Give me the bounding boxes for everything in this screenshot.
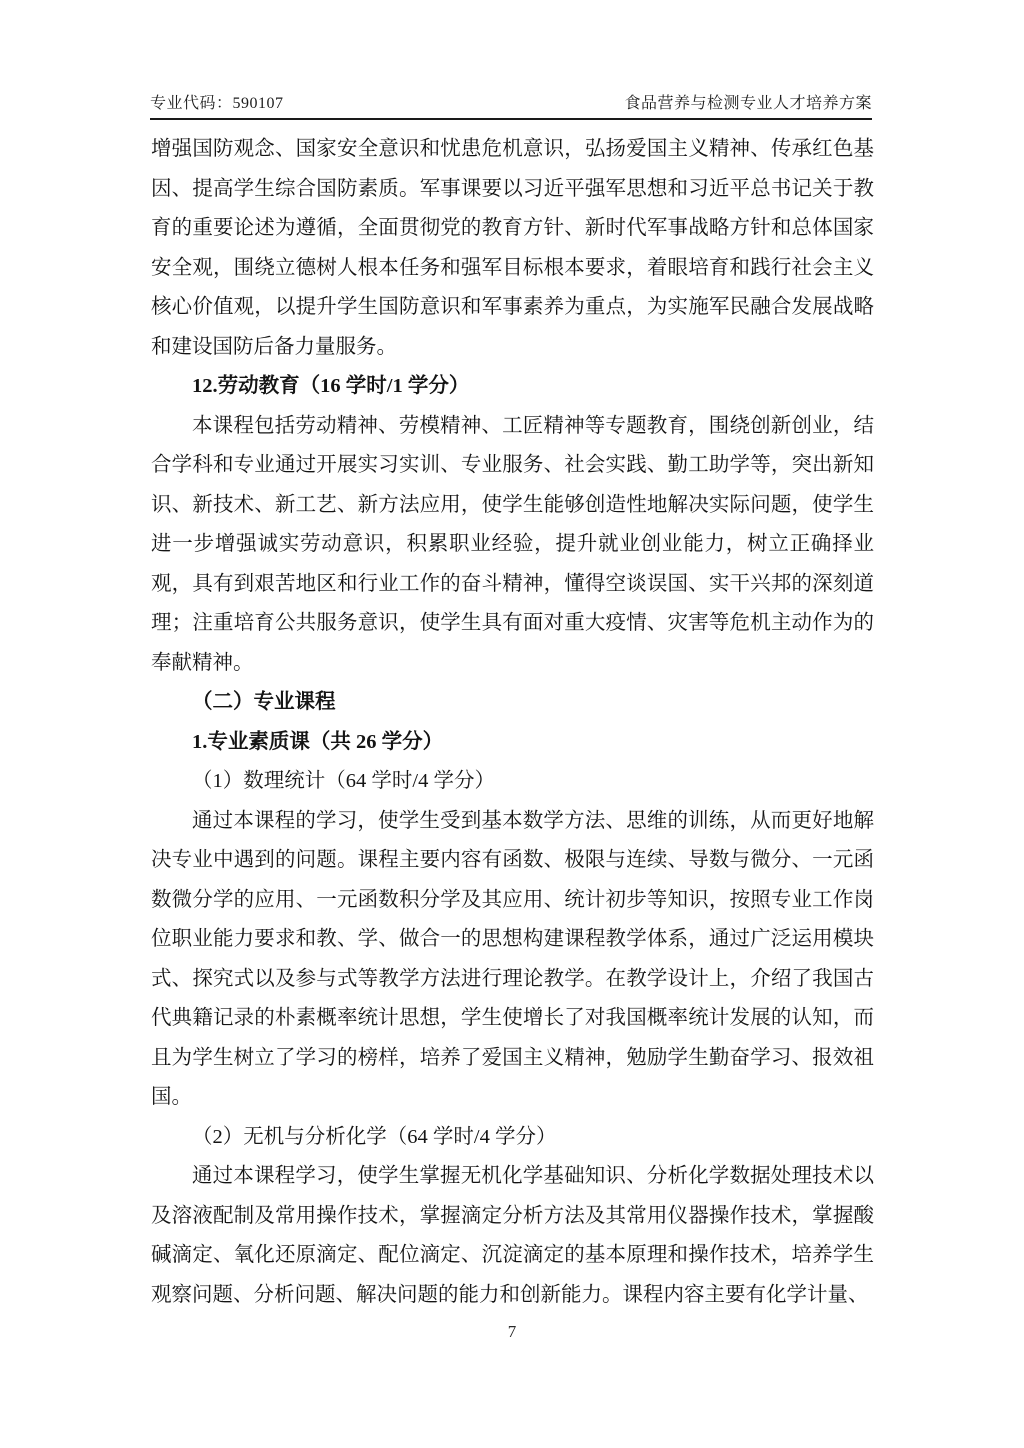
document-body bbox=[151, 130, 874, 1315]
page-header bbox=[150, 90, 872, 120]
paragraph: 通过本课程的学习，使学生受到基本数学方法、思维的训练，从而更好地解决专业中遇到的问题。课程主要内容有函数、极限与连续、导数与微分、一元函数微分学的应用、一元函数积分学及其应用、统计初步等知识，按照专业工作岗位职业能力要求和教、学、做合一的思想构建课程教学体系，通过广泛运用模块式、探究式以及参与式等教学方法进行理论教学。在教学设计上，介绍了我国古代典籍记录的朴素概率统计思想，学生使增长了对我国概率统计发展的认知，而且为学生树立了学习的榜样，培养了爱国主义精神，勉励学生勤奋学习、报效祖国。 bbox=[151, 809, 874, 1108]
section-heading-labor-education: 12.劳动教育（16 学时/1 学分） bbox=[192, 375, 470, 397]
section-heading-professional-courses: （二）专业课程 bbox=[192, 691, 336, 713]
section-heading-quality-courses: 1.专业素质课（共 26 学分） bbox=[192, 730, 444, 753]
course-heading-inorganic-analytical-chemistry: （2）无机与分析化学（64 学时/4 学分） bbox=[192, 1125, 557, 1148]
page-footer bbox=[0, 1322, 1024, 1342]
paragraph: 增强国防观念、国家安全意识和忧患危机意识，弘扬爱国主义精神、传承红色基因、提高学生综合国防素质。军事课要以习近平强军思想和习近平总书记关于教育的重要论述为遵循，全面贯彻党的教育方针、新时代军事战略方针和总体国家安全观，围绕立德树人根本任务和强军目标根本要求，着眼培育和践行社会主义核心价值观，以提升学生国防意识和军事素养为重点，为实施军民融合发展战略和建设国防后备力量服务。 bbox=[151, 138, 874, 358]
paragraph: 通过本课程学习，使学生掌握无机化学基础知识、分析化学数据处理技术以及溶液配制及常用操作技术，掌握滴定分析方法及其常用仪器操作技术，掌握酸碱滴定、氧化还原滴定、配位滴定、沉淀滴定的基本原理和操作技术，培养学生观察问题、分析问题、解决问题的能力和创新能力。课程内容主要有化学计量、 bbox=[151, 1165, 874, 1306]
header-document-title: 食品营养与检测专业人才培养方案 bbox=[624, 95, 872, 112]
paragraph: 本课程包括劳动精神、劳模精神、工匠精神等专题教育，围绕创新创业，结合学科和专业通过开展实习实训、专业服务、社会实践、勤工助学等，突出新知识、新技术、新工艺、新方法应用，使学生能够创造性地解决实际问题，使学生进一步增强诚实劳动意识，积累职业经验，提升就业创业能力，树立正确择业观，具有到艰苦地区和行业工作的奋斗精神，懂得空谈误国、实干兴邦的深刻道理；注重培育公共服务意识，使学生具有面对重大疫情、灾害等危机主动作为的奉献精神。 bbox=[151, 414, 874, 674]
page-number: 7 bbox=[507, 1322, 517, 1341]
header-major-code: 专业代码：590107 bbox=[150, 95, 284, 112]
course-heading-math-statistics: （1）数理统计（64 学时/4 学分） bbox=[192, 770, 495, 792]
